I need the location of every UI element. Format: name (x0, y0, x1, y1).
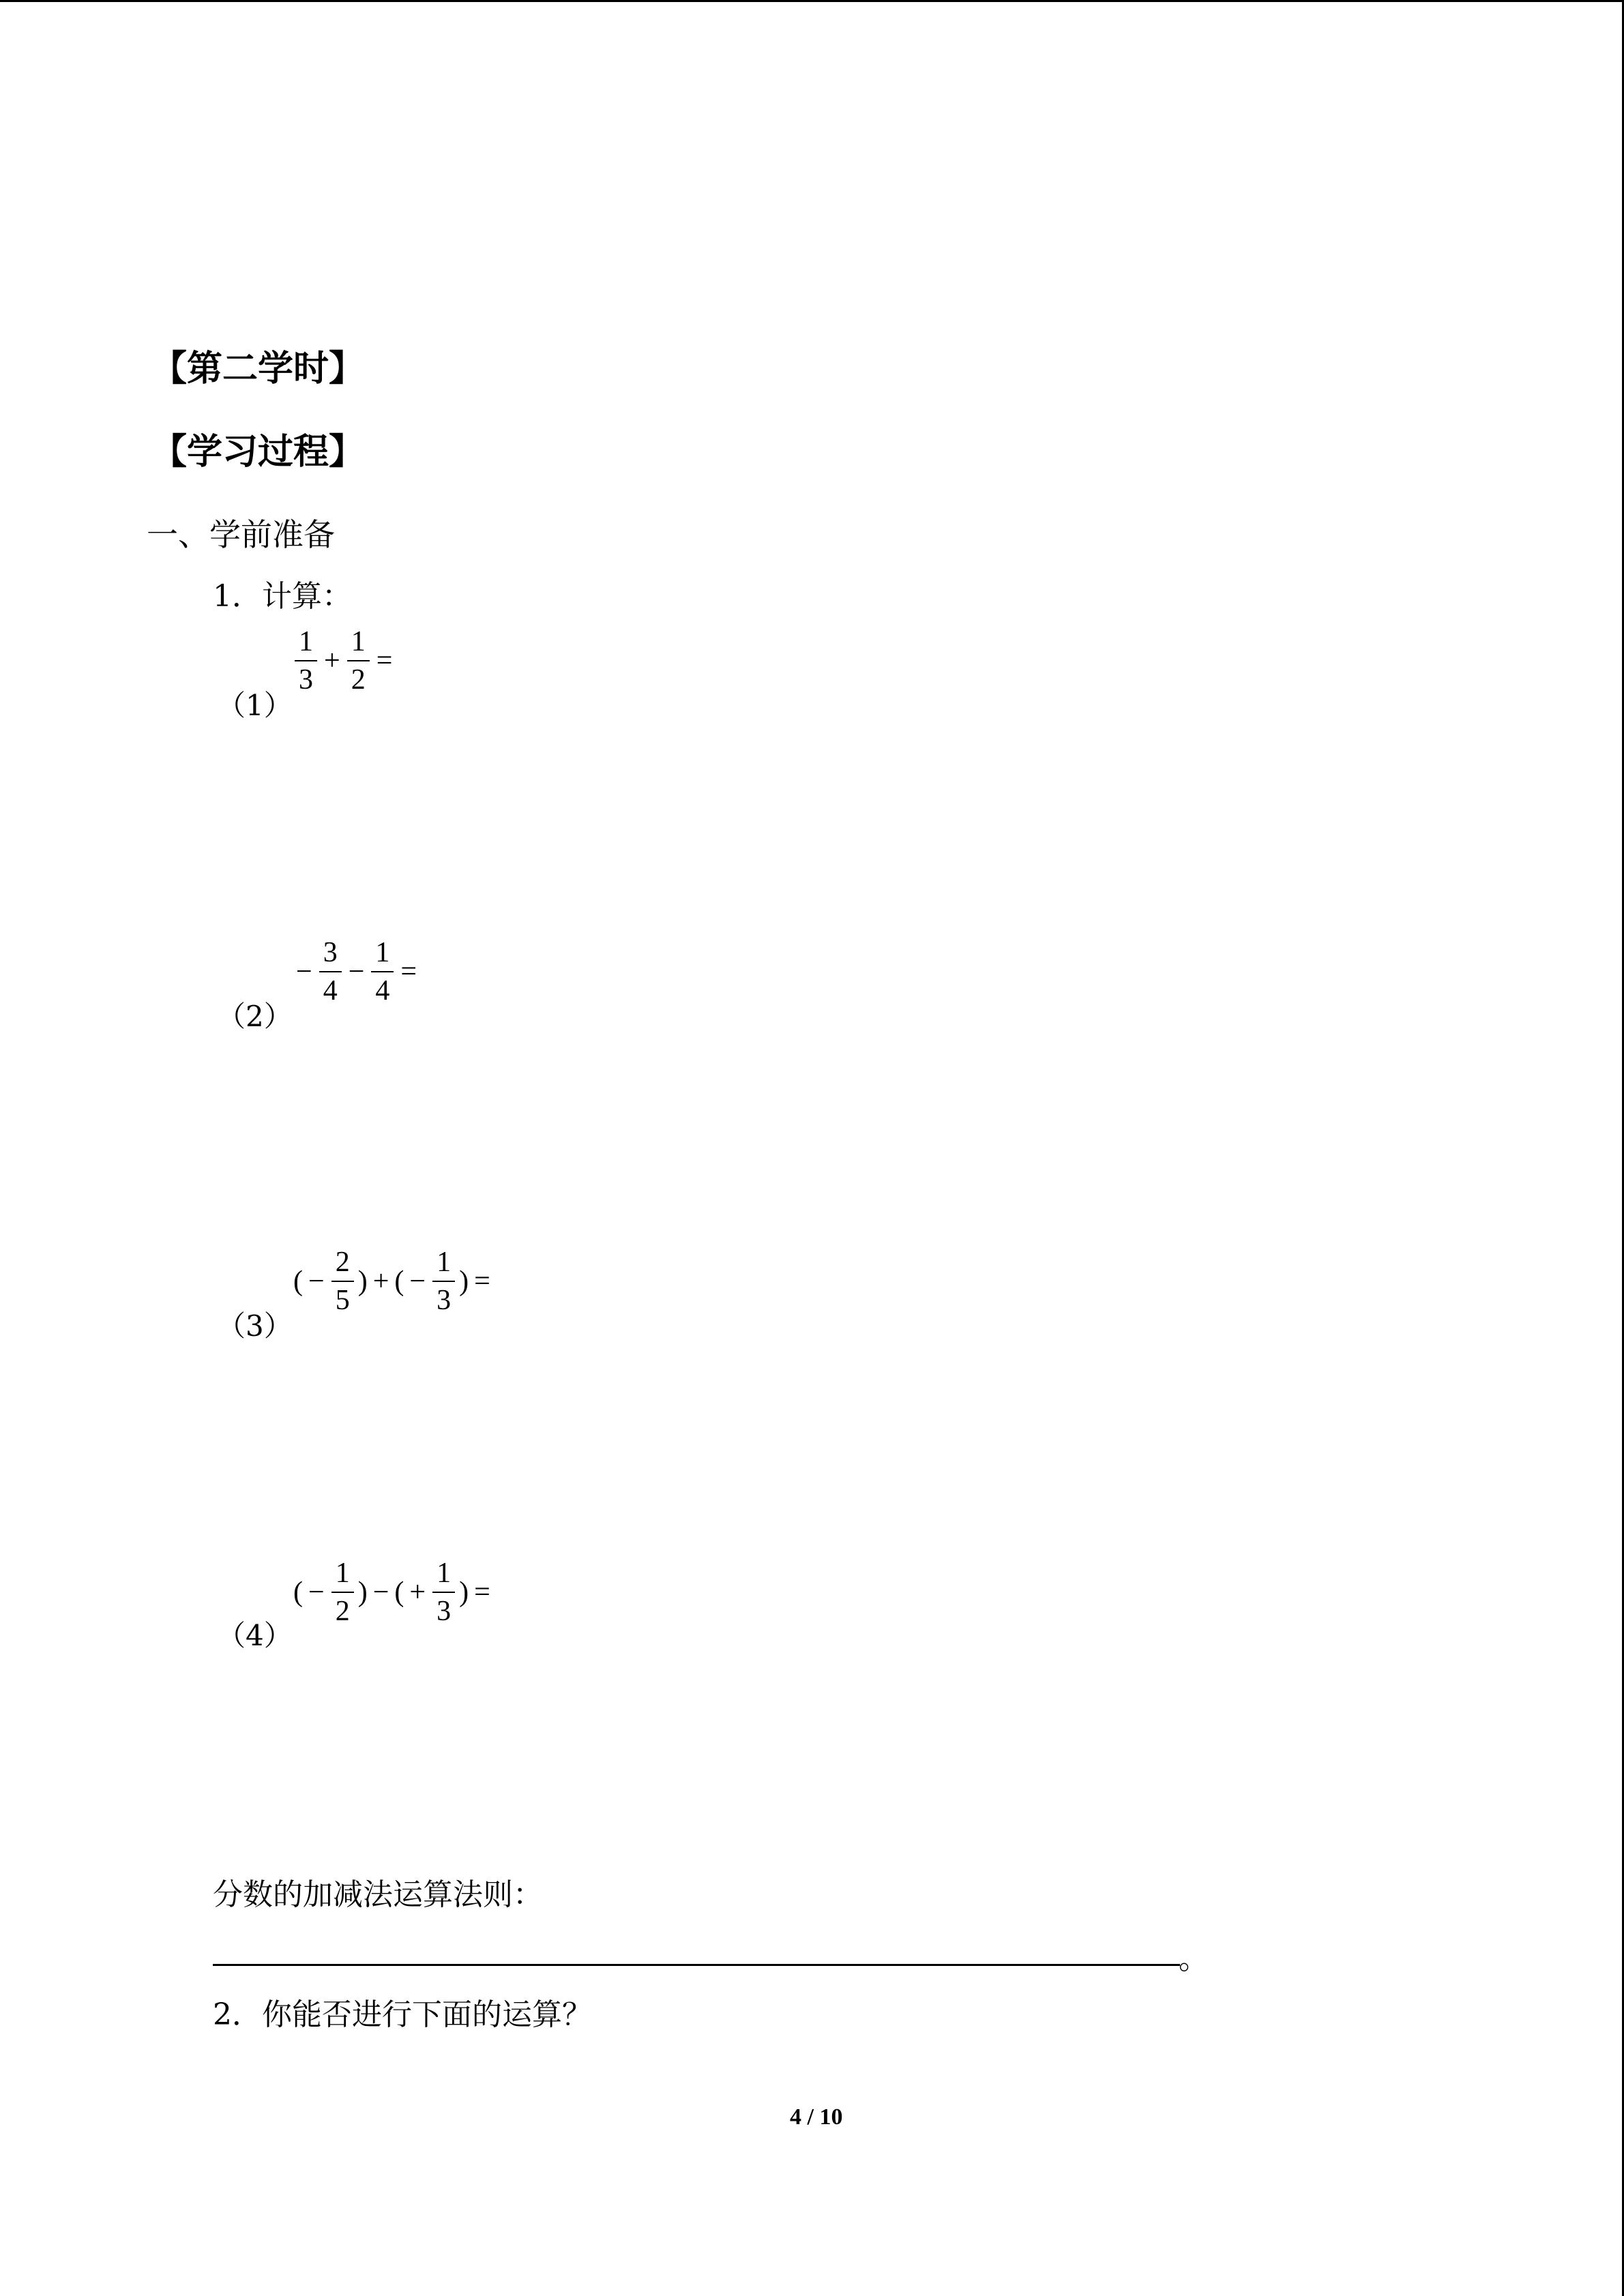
rule-end-mark: 。 (1179, 1941, 1209, 1976)
problem-3-tag: （3） (217, 1309, 293, 1343)
problem-4-expression (292, 1559, 494, 1626)
operator: − (308, 1577, 325, 1608)
answer-line[interactable] (213, 1964, 1180, 1966)
section-heading: 一、学前准备 (147, 516, 335, 553)
operator: + (409, 1577, 426, 1608)
operator: = (376, 645, 393, 676)
fraction-denominator: 3 (437, 1596, 452, 1627)
fraction-denominator: 4 (375, 975, 390, 1007)
fraction (432, 1248, 455, 1315)
fraction (432, 1559, 455, 1626)
item-one-label: 1．计算： (213, 579, 352, 614)
fraction-numerator: 1 (437, 1247, 452, 1278)
problem-1-expression (292, 627, 396, 694)
operator: + (324, 645, 340, 676)
parenthesis: ) (459, 1577, 469, 1608)
parenthesis: ( (394, 1577, 404, 1608)
problem-3-expression (292, 1248, 494, 1315)
fraction (371, 938, 394, 1005)
fraction (331, 1248, 354, 1315)
fraction-numerator: 1 (375, 937, 390, 968)
fraction-numerator: 1 (351, 626, 366, 657)
problem-4-tag: （4） (217, 1619, 293, 1652)
operator: − (372, 1577, 389, 1608)
parenthesis: ( (394, 1266, 404, 1297)
item-two-label: 2．你能否进行下面的运算？ (213, 1997, 592, 2032)
page-number: 4 / 10 (790, 2104, 843, 2130)
operator: + (372, 1266, 389, 1297)
fraction (331, 1559, 354, 1626)
fraction-numerator: 3 (323, 937, 338, 968)
lesson-title: 【第二学时】 (151, 348, 365, 389)
fraction-numerator: 1 (335, 1557, 350, 1589)
rule-label: 分数的加减法运算法则： (213, 1877, 543, 1912)
fraction-denominator: 5 (335, 1285, 350, 1316)
fraction-denominator: 4 (323, 975, 338, 1007)
parenthesis: ) (357, 1266, 368, 1297)
operator: = (474, 1266, 490, 1297)
fraction-numerator: 1 (437, 1557, 452, 1589)
parenthesis: ) (459, 1266, 469, 1297)
fraction (319, 938, 342, 1005)
problem-2-expression (292, 938, 421, 1005)
fraction (347, 627, 370, 694)
parenthesis: ) (357, 1577, 368, 1608)
fraction-denominator: 2 (335, 1596, 350, 1627)
operator: − (409, 1266, 426, 1297)
problem-1-tag: （1） (217, 689, 293, 722)
process-title: 【学习过程】 (151, 431, 365, 473)
operator: − (348, 956, 365, 987)
fraction-numerator: 1 (299, 626, 313, 657)
operator: = (400, 956, 417, 987)
fraction-denominator: 2 (351, 664, 366, 696)
parenthesis: ( (293, 1266, 303, 1297)
fraction-denominator: 3 (437, 1285, 452, 1316)
fraction-denominator: 3 (299, 664, 313, 696)
operator: − (308, 1266, 325, 1297)
parenthesis: ( (293, 1577, 303, 1608)
operator: = (474, 1577, 490, 1608)
fraction-numerator: 2 (335, 1247, 350, 1278)
fraction (295, 627, 317, 694)
problem-2-tag: （2） (217, 1000, 293, 1033)
operator: − (296, 956, 312, 987)
